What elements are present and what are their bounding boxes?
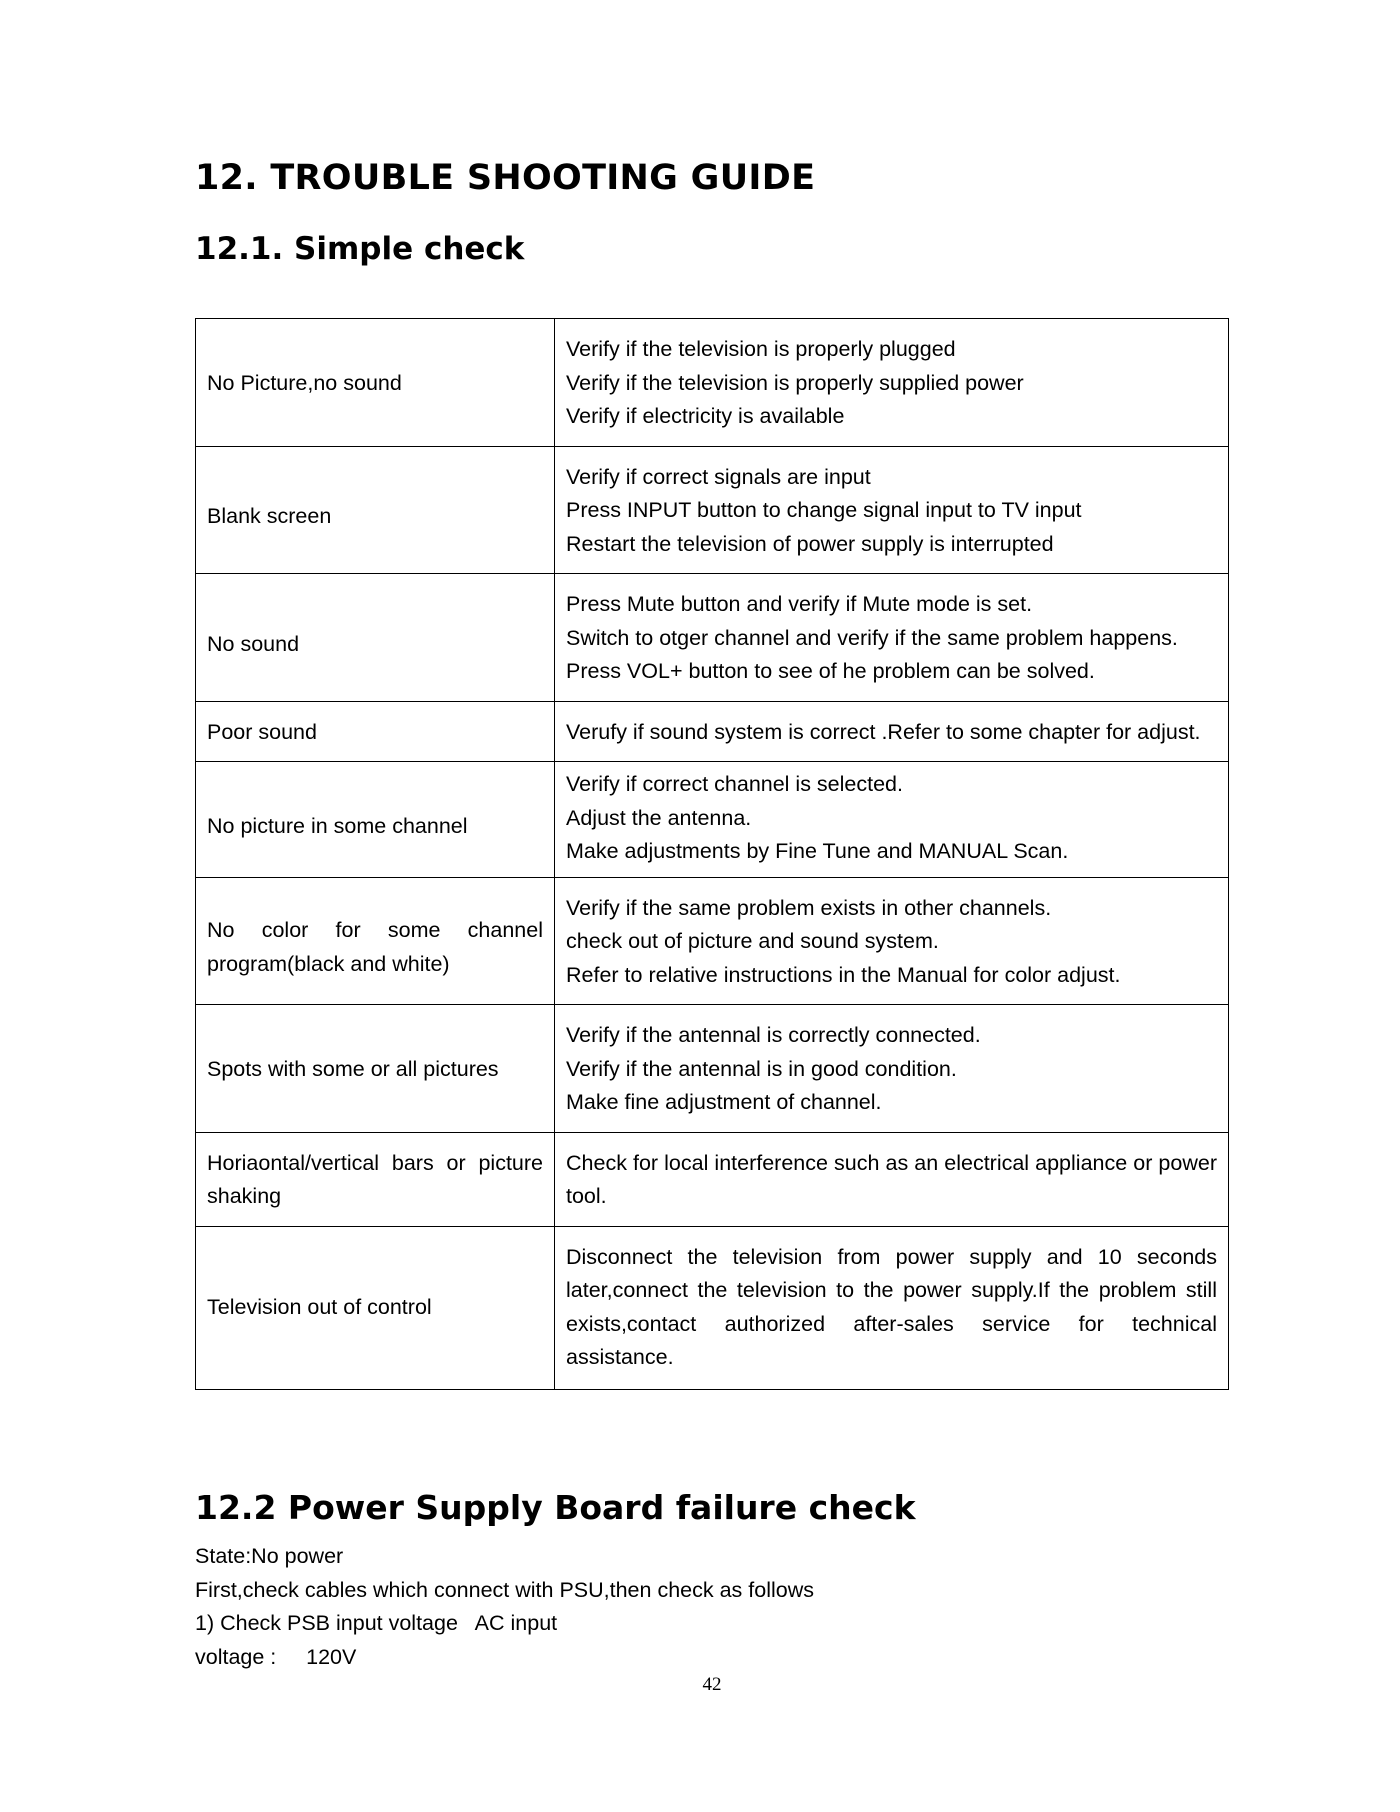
symptom-cell: Blank screen (196, 446, 555, 574)
table-row (196, 877, 1229, 1005)
solution-cell (555, 1005, 1229, 1133)
solution-line: Switch to otger channel and verify if the same problem happens. (566, 625, 1178, 650)
solution-line: Verify if electricity is available (566, 404, 845, 428)
body-line: State:No power (195, 1544, 344, 1568)
solution-line: Verify if the television is properly plugged (566, 337, 956, 361)
table-row (196, 762, 1229, 878)
solution-line: Make adjustments by Fine Tune and MANUAL Scan. (566, 839, 1069, 863)
body-line: First,check cables which connect with PSU,then check as follows (195, 1577, 814, 1602)
body-line: 1) Check PSB input voltage AC input (195, 1611, 558, 1635)
table-row (196, 446, 1229, 574)
solution-line: Refer to relative instructions in the Manual for color adjust. (566, 962, 1121, 987)
troubleshooting-table (195, 318, 1229, 1390)
section-heading-simple-check: 12.1. Simple check (195, 231, 525, 267)
page-number: 42 (702, 1674, 722, 1695)
solution-line: Restart the television of power supply is interrupted (566, 531, 1054, 556)
solution-cell (555, 574, 1229, 702)
solution-line: Press Mute button and verify if Mute mode is set. (566, 592, 1033, 616)
table-row (196, 1132, 1229, 1226)
solution-line: Verify if the same problem exists in other channels. (566, 895, 1052, 920)
symptom-cell: No Picture,no sound (196, 319, 555, 447)
body-line: voltage : 120V (195, 1644, 357, 1669)
symptom-cell: No picture in some channel (196, 762, 555, 878)
solution-cell (555, 762, 1229, 878)
table-row (196, 319, 1229, 447)
solution-cell (555, 877, 1229, 1005)
solution-line: Verify if the antennal is in good condition. (566, 1056, 957, 1081)
table-row (196, 574, 1229, 702)
solution-line: Adjust the antenna. (566, 805, 752, 830)
symptom-cell: No color for some channel program(black and white) (196, 877, 555, 1005)
solution-line: Press INPUT button to change signal input to TV input (566, 498, 1082, 522)
solution-cell: Disconnect the television from power supply and 10 seconds later,connect the television to the power supply.If the problem still exists,contact authorized after-sales service for technical assistance. (555, 1226, 1229, 1389)
solution-line: Verify if correct signals are input (566, 464, 871, 489)
symptom-cell: Spots with some or all pictures (196, 1005, 555, 1133)
table-row (196, 701, 1229, 762)
solution-cell: Check for local interference such as an electrical appliance or power tool. (555, 1132, 1229, 1226)
power-check-text (195, 1540, 814, 1674)
solution-line: Press VOL+ button to see of he problem can be solved. (566, 659, 1095, 683)
section-heading-power-supply: 12.2 Power Supply Board failure check (195, 1488, 916, 1527)
table-row (196, 1005, 1229, 1133)
symptom-cell: No sound (196, 574, 555, 702)
page-title: 12. TROUBLE SHOOTING GUIDE (195, 158, 816, 198)
solution-line: check out of picture and sound system. (566, 929, 939, 953)
symptom-cell: Television out of control (196, 1226, 555, 1389)
solution-line: Verify if the antennal is correctly connected. (566, 1023, 981, 1047)
solution-line: Verify if correct channel is selected. (566, 772, 903, 796)
solution-cell (555, 446, 1229, 574)
symptom-cell: Poor sound (196, 701, 555, 762)
solution-cell (555, 319, 1229, 447)
solution-cell: Verufy if sound system is correct .Refer to some chapter for adjust. (555, 701, 1229, 762)
solution-line: Make fine adjustment of channel. (566, 1090, 882, 1114)
table-row (196, 1226, 1229, 1389)
symptom-cell: Horiaontal/vertical bars or picture shaking (196, 1132, 555, 1226)
solution-line: Verify if the television is properly supplied power (566, 370, 1024, 395)
